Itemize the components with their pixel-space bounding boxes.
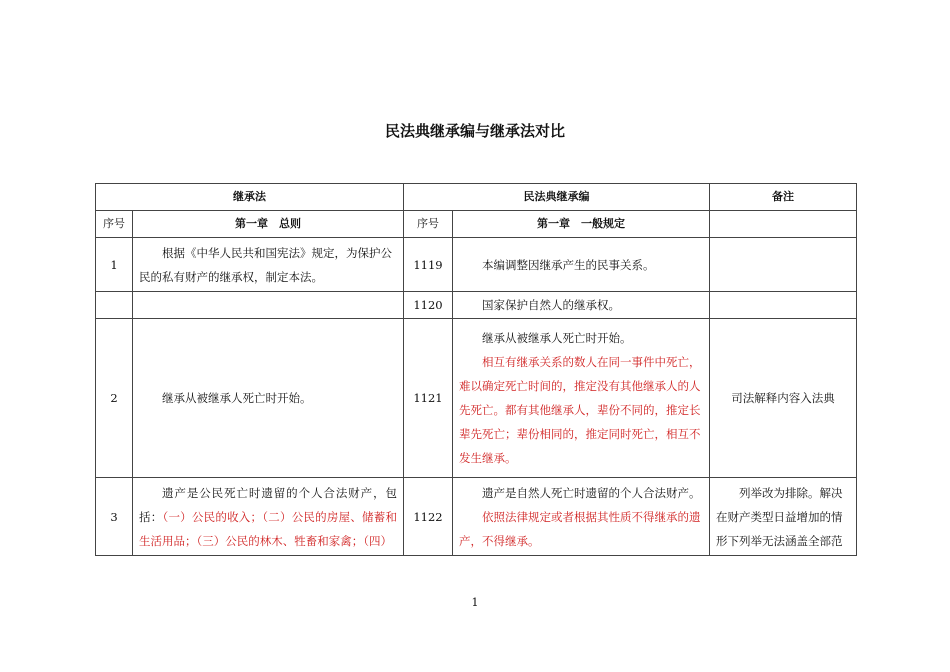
page-number: 1 — [471, 596, 479, 609]
new-article-paragraph-highlighted: 相互有继承关系的数人在同一事件中死亡，难以确定死亡时间的，推定没有其他继承人的人先死亡。都有其他继承人，辈份不同的，推定长辈先死亡；辈份相同的，推定同时死亡，相互不发生继承。 — [459, 355, 701, 465]
subheader-new-seq: 序号 — [404, 211, 453, 238]
subheader-old-seq: 序号 — [96, 211, 133, 238]
old-article-number: 1 — [96, 238, 133, 292]
table-row — [96, 478, 857, 556]
header-old-law: 继承法 — [96, 184, 404, 211]
comparison-table — [95, 183, 857, 556]
table-row — [96, 292, 857, 319]
header-new-code: 民法典继承编 — [404, 184, 710, 211]
new-article-number: 1120 — [404, 292, 453, 319]
new-article-number: 1119 — [404, 238, 453, 292]
new-article-number: 1122 — [404, 478, 453, 556]
subheader-row — [96, 211, 857, 238]
header-row — [96, 184, 857, 211]
old-article-number: 2 — [96, 319, 133, 478]
new-article-text — [453, 319, 710, 478]
new-article-paragraph-highlighted: 依照法律规定或者根据其性质不得继承的遗产，不得继承。 — [459, 509, 701, 548]
old-article-text — [133, 319, 404, 478]
new-article-paragraph: 继承从被继承人死亡时开始。 — [482, 331, 632, 345]
new-article-text — [453, 478, 710, 556]
new-article-paragraph: 国家保护自然人的继承权。 — [482, 298, 620, 312]
old-article-number — [96, 292, 133, 319]
old-article-paragraph: 遗产是公民死亡时遗留的个人合法财产，包括： — [139, 485, 397, 524]
note-cell — [710, 292, 857, 319]
old-article-text — [133, 478, 404, 556]
old-article-paragraph: 继承从被继承人死亡时开始。 — [162, 391, 312, 405]
note-cell: 司法解释内容入法典 — [710, 319, 857, 478]
subheader-new-chapter: 第一章 一般规定 — [453, 211, 710, 238]
new-article-text — [453, 292, 710, 319]
old-article-text — [133, 238, 404, 292]
old-article-paragraph-highlighted: （一）公民的收入；（二）公民的房屋、储蓄和生活用品；（三）公民的林木、牲畜和家禽；（四） — [139, 509, 398, 548]
note-cell — [710, 238, 857, 292]
old-article-number: 3 — [96, 478, 133, 556]
old-article-paragraph: 根据《中华人民共和国宪法》规定，为保护公民的私有财产的继承权，制定本法。 — [139, 245, 392, 284]
note-paragraph: 列举改为排除。解决在财产类型日益增加的情形下列举无法涵盖全部范 — [716, 485, 843, 548]
header-note: 备注 — [710, 184, 857, 211]
new-article-number: 1121 — [404, 319, 453, 478]
new-article-paragraph: 遗产是自然人死亡时遗留的个人合法财产。 — [482, 485, 701, 500]
subheader-note-empty — [710, 211, 857, 238]
new-article-text — [453, 238, 710, 292]
document-title: 民法典继承编与继承法对比 — [384, 122, 565, 140]
note-cell — [710, 478, 857, 556]
table-row — [96, 319, 857, 478]
subheader-old-chapter: 第一章 总则 — [133, 211, 404, 238]
new-article-paragraph: 本编调整因继承产生的民事关系。 — [482, 257, 655, 272]
old-article-text — [133, 292, 404, 319]
table-row — [96, 238, 857, 292]
